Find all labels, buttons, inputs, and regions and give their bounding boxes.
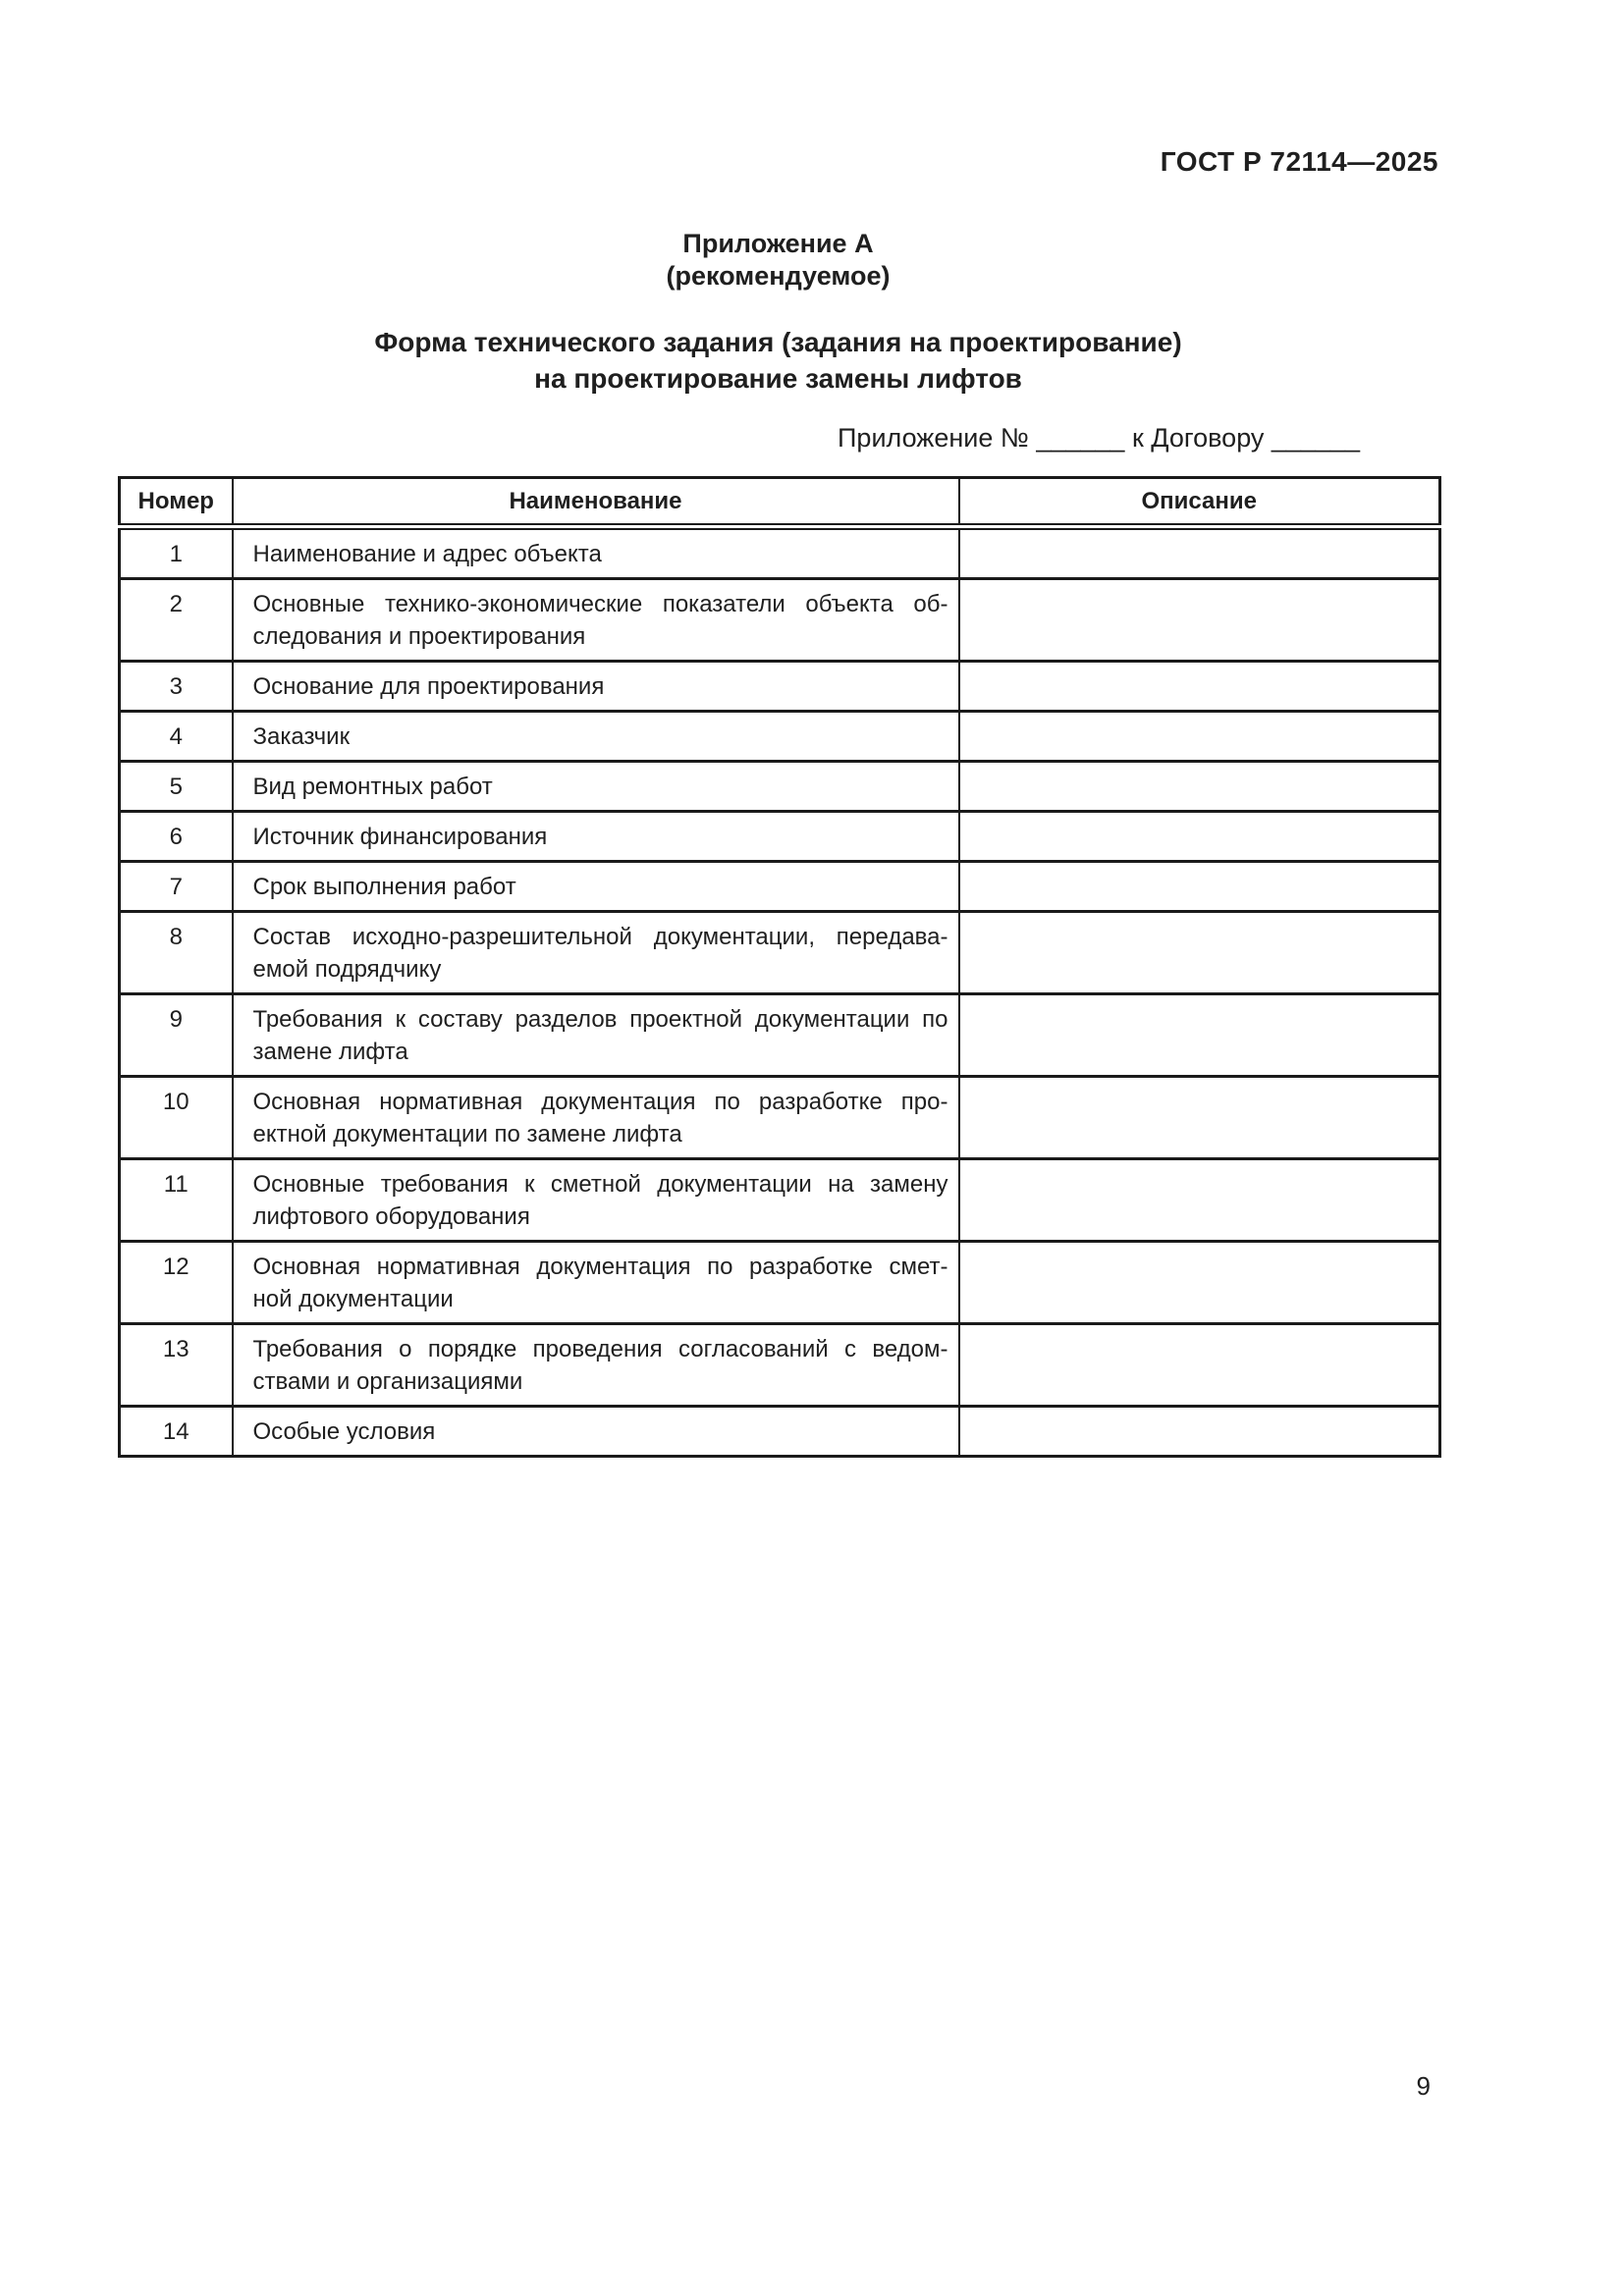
row-number-cell: 1 <box>120 527 233 579</box>
row-number-cell: 4 <box>120 712 233 762</box>
row-description-cell <box>959 1159 1440 1242</box>
row-description-cell <box>959 762 1440 812</box>
row-name-cell <box>233 762 959 812</box>
row-name-line: Основание для проектирования <box>252 673 605 700</box>
row-name-cell <box>233 994 959 1077</box>
row-name-line: емой подрядчику <box>252 956 442 983</box>
row-number-cell: 5 <box>120 762 233 812</box>
row-name-cell <box>233 1242 959 1324</box>
doc-code: ГОСТ Р 72114—2025 <box>1160 146 1438 177</box>
column-header-number: Номер <box>120 478 233 527</box>
appendix-type: (рекомендуемое) <box>666 261 891 291</box>
row-number-cell: 13 <box>120 1324 233 1407</box>
row-description-cell <box>959 1077 1440 1159</box>
row-name-line: лифтового оборудования <box>252 1203 530 1230</box>
row-name-line: Заказчик <box>252 723 351 750</box>
table-row <box>120 527 1440 579</box>
row-number-cell: 9 <box>120 994 233 1077</box>
row-name-cell <box>233 912 959 994</box>
row-description-cell <box>959 662 1440 712</box>
row-number-cell: 14 <box>120 1407 233 1457</box>
row-description-cell <box>959 994 1440 1077</box>
row-number-cell: 10 <box>120 1077 233 1159</box>
row-name-cell <box>233 1159 959 1242</box>
table-row <box>120 1077 1440 1159</box>
row-description-cell <box>959 1324 1440 1407</box>
row-description-cell <box>959 812 1440 862</box>
row-name-cell <box>233 579 959 662</box>
table-row <box>120 1407 1440 1457</box>
row-name-cell <box>233 862 959 912</box>
row-name-line: Требования к составу разделов проектной документации по <box>252 1006 948 1033</box>
row-name-line: следования и проектирования <box>252 623 586 650</box>
page-number: 9 <box>1416 2071 1431 2101</box>
row-number-cell: 8 <box>120 912 233 994</box>
table-header-row <box>120 478 1440 527</box>
table-row <box>120 1324 1440 1407</box>
table-row <box>120 862 1440 912</box>
row-name-cell <box>233 1407 959 1457</box>
table-row <box>120 579 1440 662</box>
row-name-line: ствами и организациями <box>252 1368 523 1395</box>
row-number-cell: 12 <box>120 1242 233 1324</box>
row-name-line: Основные технико-экономические показатели объекта об- <box>252 591 948 617</box>
row-name-line: Требования о порядке проведения согласований с ведом- <box>252 1336 948 1362</box>
row-name-line: Состав исходно-разрешительной документации, передава- <box>252 924 948 950</box>
form-title <box>118 324 1438 397</box>
row-name-line: Основная нормативная документация по разработке смет- <box>252 1254 948 1280</box>
row-number-cell: 11 <box>120 1159 233 1242</box>
row-name-cell <box>233 712 959 762</box>
annex-number-line: Приложение № ______ к Договору ______ <box>838 423 1360 453</box>
table-row <box>120 1242 1440 1324</box>
row-description-cell <box>959 527 1440 579</box>
form-title-line-2: на проектирование замены лифтов <box>534 363 1022 394</box>
table-row <box>120 1159 1440 1242</box>
appendix-label: Приложение А <box>682 229 874 258</box>
row-description-cell <box>959 712 1440 762</box>
column-header-name: Наименование <box>233 478 959 527</box>
row-description-cell <box>959 912 1440 994</box>
row-number-cell: 3 <box>120 662 233 712</box>
row-name-line: Основная нормативная документация по разработке про- <box>252 1089 948 1115</box>
table-row <box>120 762 1440 812</box>
table-row <box>120 712 1440 762</box>
row-name-line: ектной документации по замене лифта <box>252 1121 682 1148</box>
row-name-cell <box>233 1077 959 1159</box>
row-name-line: Особые условия <box>252 1418 436 1445</box>
form-table-body <box>120 527 1440 1457</box>
row-name-line: Основные требования к сметной документации на замену <box>252 1171 948 1198</box>
row-name-line: Срок выполнения работ <box>252 874 516 900</box>
row-name-line: Вид ремонтных работ <box>252 774 493 800</box>
form-table-head <box>120 478 1440 527</box>
appendix-heading <box>118 228 1438 293</box>
table-row <box>120 994 1440 1077</box>
row-name-cell <box>233 662 959 712</box>
form-table <box>118 476 1441 1458</box>
row-number-cell: 2 <box>120 579 233 662</box>
row-name-cell <box>233 1324 959 1407</box>
row-description-cell <box>959 1407 1440 1457</box>
row-name-line: Источник финансирования <box>252 824 548 850</box>
form-title-line-1: Форма технического задания (задания на проектирование) <box>374 327 1182 357</box>
table-row <box>120 662 1440 712</box>
row-name-line: замене лифта <box>252 1039 408 1065</box>
row-name-line: Наименование и адрес объекта <box>252 541 602 567</box>
row-description-cell <box>959 1242 1440 1324</box>
column-header-description: Описание <box>959 478 1440 527</box>
row-number-cell: 7 <box>120 862 233 912</box>
row-description-cell <box>959 579 1440 662</box>
row-description-cell <box>959 862 1440 912</box>
row-name-line: ной документации <box>252 1286 454 1312</box>
row-name-cell <box>233 527 959 579</box>
table-row <box>120 912 1440 994</box>
row-name-cell <box>233 812 959 862</box>
table-row <box>120 812 1440 862</box>
page-content <box>118 0 1438 1458</box>
row-number-cell: 6 <box>120 812 233 862</box>
